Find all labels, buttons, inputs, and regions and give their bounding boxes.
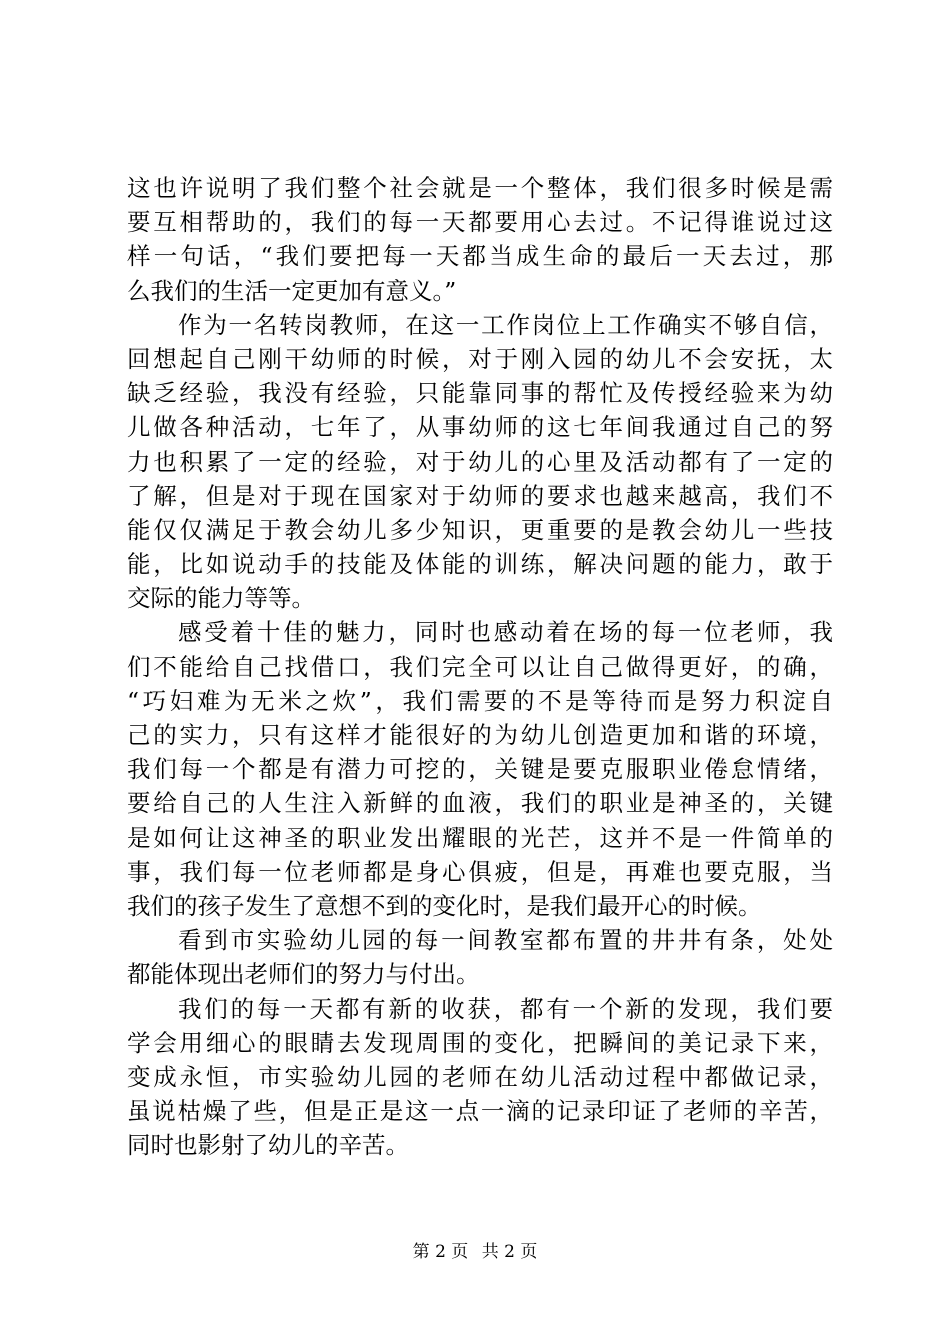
text-line: 力也积累了一定的经验，对于幼儿的心里及活动都有了一定的 bbox=[127, 447, 833, 476]
text-line: 要互相帮助的，我们的每一天都要用心去过。不记得谁说过这 bbox=[127, 208, 833, 237]
paragraph-3 bbox=[127, 615, 833, 923]
paragraph-4 bbox=[127, 923, 833, 991]
text-line: 儿做各种活动，七年了，从事幼师的这七年间我通过自己的努 bbox=[127, 413, 833, 442]
text-line: 了解，但是对于现在国家对于幼师的要求也越来越高，我们不 bbox=[127, 481, 833, 510]
text-line: 我们每一个都是有潜力可挖的，关键是要克服职业倦怠情绪， bbox=[127, 755, 833, 784]
text-line: 作为一名转岗教师，在这一工作岗位上工作确实不够自信， bbox=[178, 310, 833, 339]
text-line: 要给自己的人生注入新鲜的血液，我们的职业是神圣的，关键 bbox=[127, 789, 833, 818]
text-line: 们不能给自己找借口，我们完全可以让自己做得更好，的确， bbox=[127, 652, 833, 681]
text-line: 我们的每一天都有新的收获，都有一个新的发现，我们要 bbox=[178, 994, 833, 1023]
text-line: 学会用细心的眼睛去发现周围的变化，把瞬间的美记录下来， bbox=[127, 1028, 833, 1057]
page-number: 第 2 页 bbox=[412, 1242, 469, 1262]
text-line: 交际的能力等等。 bbox=[127, 584, 315, 613]
text-line: “巧妇难为无米之炊”，我们需要的不是等待而是努力积淀自 bbox=[127, 686, 833, 715]
text-line: 己的实力，只有这样才能很好的为幼儿创造更加和谐的环境， bbox=[127, 721, 833, 749]
text-line: 回想起自己刚干幼师的时候，对于刚入园的幼儿不会安抚，太 bbox=[127, 344, 833, 373]
text-line: 能，比如说动手的技能及体能的训练，解决问题的能力，敢于 bbox=[127, 550, 833, 579]
text-line: 同时也影射了幼儿的辛苦。 bbox=[127, 1131, 409, 1160]
text-line: 样一句话，“我们要把每一天都当成生命的最后一天去过，那 bbox=[127, 242, 833, 271]
text-line: 是如何让这神圣的职业发出耀眼的光芒，这并不是一件简单的 bbox=[127, 823, 833, 852]
text-line: 变成永恒，市实验幼儿园的老师在幼儿活动过程中都做记录， bbox=[127, 1062, 833, 1091]
text-line: 这也许说明了我们整个社会就是一个整体，我们很多时候是需 bbox=[127, 174, 833, 202]
text-line: 看到市实验幼儿园的每一间教室都布置的井井有条，处处 bbox=[178, 926, 833, 955]
paragraph-1 bbox=[127, 171, 833, 308]
text-line: 缺乏经验，我没有经验，只能靠同事的帮忙及传授经验来为幼 bbox=[127, 379, 833, 408]
paragraph-2 bbox=[127, 308, 833, 616]
text-line: 么我们的生活一定更加有意义。” bbox=[127, 276, 457, 305]
text-line: 虽说枯燥了些，但是正是这一点一滴的记录印证了老师的辛苦， bbox=[127, 1097, 833, 1126]
paragraph-5 bbox=[127, 992, 833, 1163]
text-line: 事，我们每一位老师都是身心俱疲，但是，再难也要克服，当 bbox=[127, 857, 833, 886]
page-total: 共 2 页 bbox=[481, 1242, 538, 1262]
document-body bbox=[127, 171, 833, 1162]
page-footer bbox=[0, 1241, 950, 1263]
text-line: 都能体现出老师们的努力与付出。 bbox=[127, 960, 480, 989]
text-line: 能仅仅满足于教会幼儿多少知识，更重要的是教会幼儿一些技 bbox=[127, 515, 833, 544]
text-line: 我们的孩子发生了意想不到的变化时，是我们最开心的时候。 bbox=[127, 891, 762, 920]
text-line: 感受着十佳的魅力，同时也感动着在场的每一位老师，我 bbox=[178, 618, 833, 647]
